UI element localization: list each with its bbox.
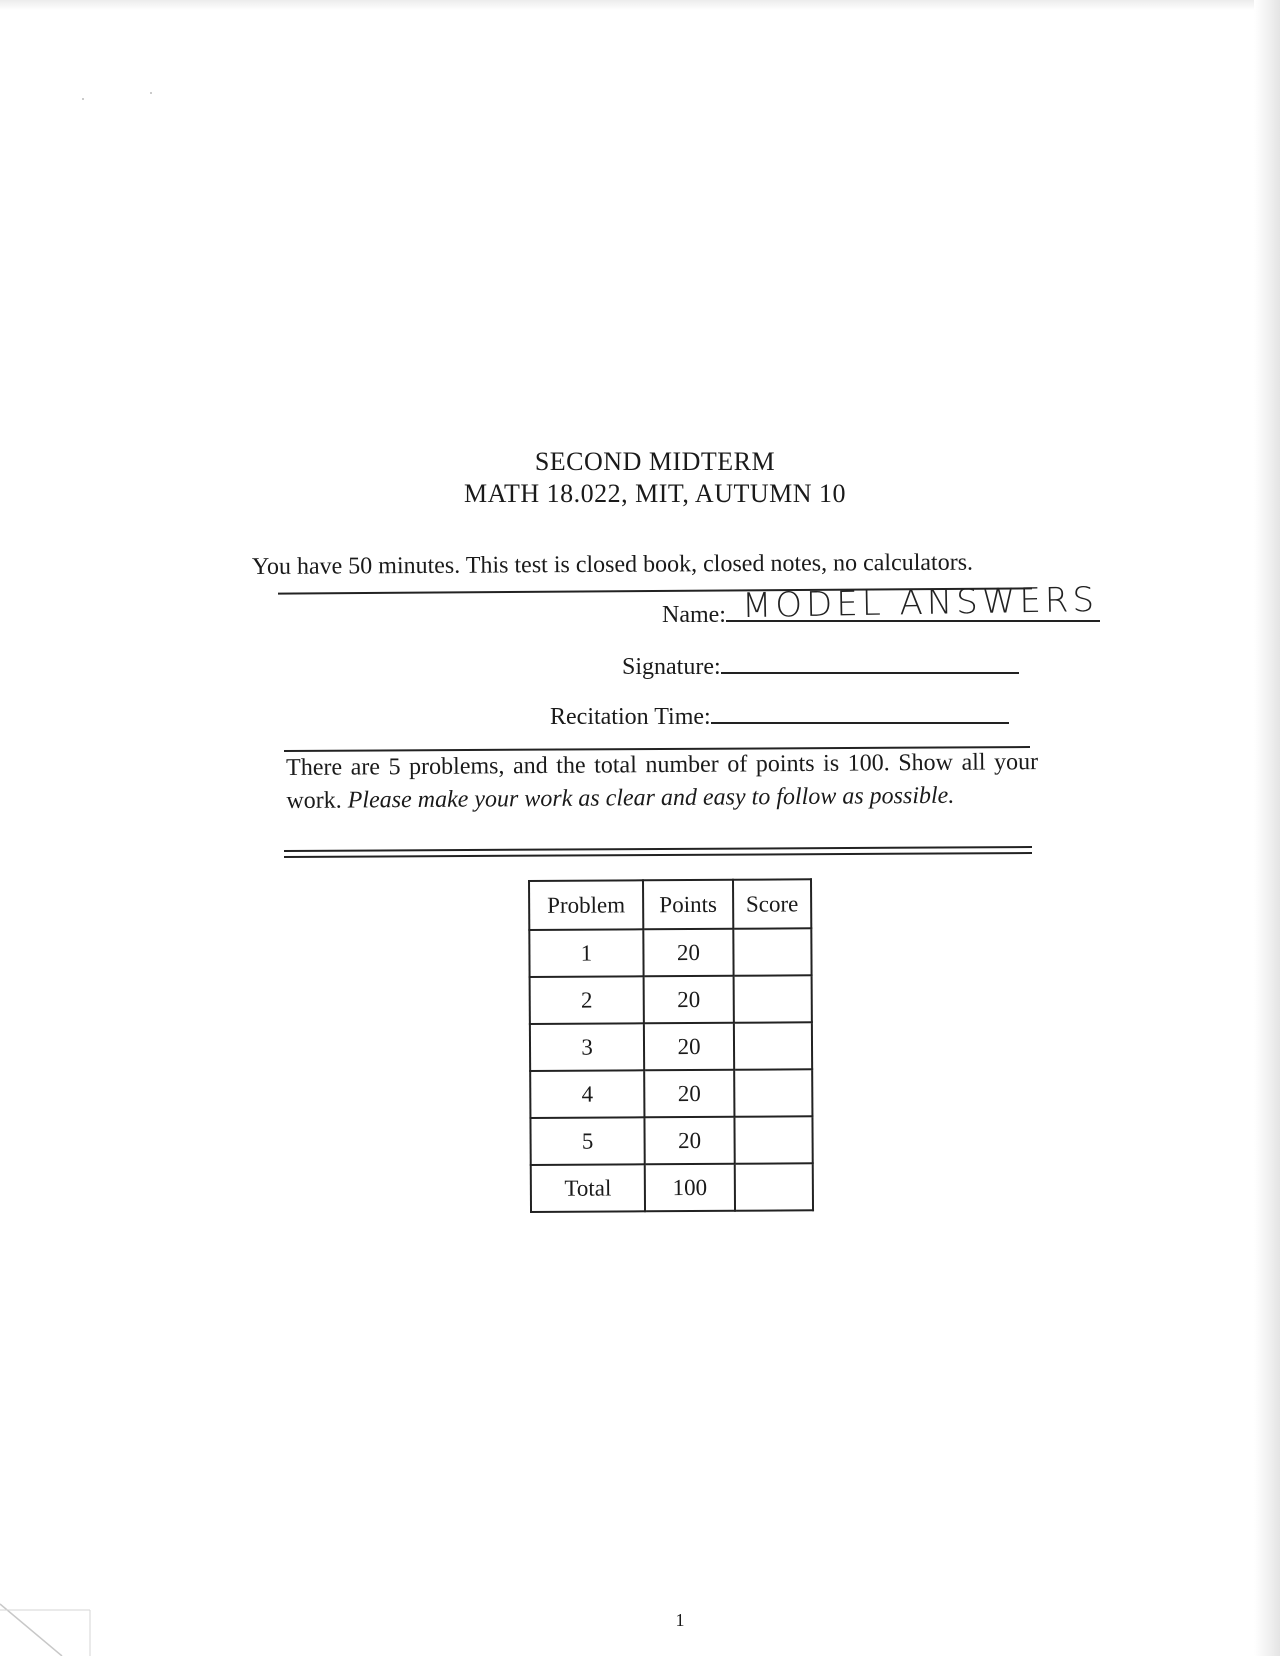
- total-points-cell: 100: [645, 1164, 735, 1212]
- exam-instructions: You have 50 minutes. This test is closed book, closed notes, no calculators.: [251, 549, 974, 580]
- points-cell: 20: [643, 929, 733, 977]
- signature-field: [622, 652, 1019, 681]
- points-cell: 20: [644, 1023, 734, 1071]
- recitation-time-field: [550, 702, 1009, 731]
- score-cell[interactable]: [734, 1116, 812, 1163]
- score-cell[interactable]: [734, 975, 812, 1022]
- problem-cell: 2: [530, 976, 644, 1024]
- exam-notice: [286, 746, 1038, 818]
- table-row: [530, 1069, 812, 1118]
- table-row: [529, 928, 811, 977]
- points-cell: 20: [644, 1070, 734, 1118]
- exam-title-line2: MATH 18.022, MIT, AUTUMN 10: [463, 479, 847, 508]
- total-score-cell[interactable]: [735, 1163, 813, 1210]
- problem-cell: 3: [530, 1023, 644, 1071]
- score-cell[interactable]: [734, 1022, 812, 1069]
- score-table: [528, 878, 814, 1213]
- problem-cell: 4: [530, 1070, 644, 1118]
- signature-label: Signature:: [622, 654, 721, 680]
- name-handwritten-value: MODEL ANSWERS: [741, 579, 1099, 627]
- table-row: [530, 1116, 812, 1165]
- exam-notice-emphasis: Please make your work as clear and easy to follow as possible.: [347, 782, 955, 814]
- scan-speck: [150, 92, 152, 94]
- points-cell: 20: [644, 976, 734, 1024]
- bottom-divider-rule-2: [284, 852, 1032, 858]
- header-score: Score: [733, 879, 811, 928]
- name-label: Name:: [662, 602, 726, 628]
- exam-title: [0, 446, 1280, 510]
- score-table-header-row: [529, 879, 811, 930]
- header-points: Points: [643, 880, 733, 930]
- page-number: 1: [675, 1610, 685, 1630]
- exam-notice-text: There are 5 problems, and the total number of points is 100. Show all your work.: [286, 749, 1039, 814]
- table-row: [530, 1022, 812, 1071]
- recitation-time-label: Recitation Time:: [550, 704, 711, 730]
- scan-speck: [82, 98, 84, 100]
- recitation-time-line[interactable]: [711, 702, 1009, 724]
- points-cell: 20: [644, 1117, 734, 1165]
- scan-edge-right: [1254, 0, 1280, 1656]
- header-problem: Problem: [529, 880, 643, 930]
- problem-cell: 1: [529, 929, 643, 977]
- exam-title-line1: SECOND MIDTERM: [534, 447, 776, 476]
- table-row-total: [531, 1163, 813, 1212]
- problem-cell: 5: [530, 1117, 644, 1165]
- bottom-divider-rule-1: [284, 846, 1032, 852]
- total-label-cell: Total: [531, 1164, 645, 1212]
- score-cell[interactable]: [733, 928, 811, 975]
- scan-edge-top: [0, 0, 1280, 10]
- table-row: [530, 975, 812, 1024]
- signature-line[interactable]: [721, 652, 1019, 674]
- score-cell[interactable]: [734, 1069, 812, 1116]
